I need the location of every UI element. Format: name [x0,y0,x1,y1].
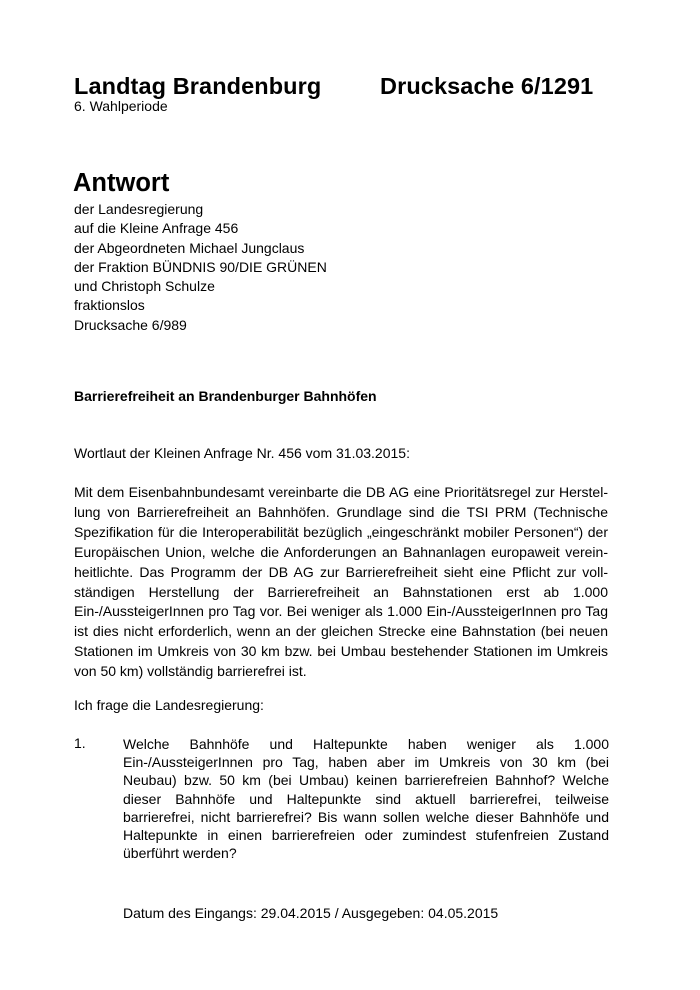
meta-line: der Landesregierung [74,201,204,217]
parliament-name: Landtag Brandenburg [74,73,322,99]
meta-line: und Christoph Schulze [74,278,215,295]
meta-line: der Fraktion BÜNDNIS 90/DIE GRÜNEN [74,258,327,275]
subject-heading: Barrierefreiheit an Brandenburger Bahnhöfen [74,388,377,404]
inquiry-intro: Wortlaut der Kleinen Anfrage Nr. 456 vom 31.03.2015: [74,445,410,461]
meta-line: Drucksache 6/989 [74,316,187,333]
meta-line: auf die Kleine Anfrage 456 [74,220,239,237]
question-lead: Ich frage die Landesregierung: [74,697,264,713]
inquiry-body-paragraph: Mit dem Eisenbahnbundesamt vereinbarte die DB AG eine Prioritätsregel zur Herstellung von Barrierefreiheit an Bahnhöfen. Grundlage sind die TSI PRM (Technische Spezifikation für die Interoperabilität bezüglich „eingeschränkt mobiler Personen“) der Europäischen Union, welche die Anforderungen an Bahnanlagen europaweit vereinheitlichte. Das Programm der DB AG zur Barrierefreiheit sieht eine Pflicht zur vollständigen Herstellung der Barrierefreiheit an Bahnstationen erst ab 1.000 Ein-/AussteigerInnen pro Tag vor. Bei weniger als 1.000 Ein-/AussteigerInnen pro Tag ist dies nicht erforderlich, wenn an der gleichen Strecke eine Bahnstation (bei neuen Stationen im Umkreis von 30 km bzw. bei Umbau bestehender Stationen im Umkreis von 50 km) vollständig barrierefrei ist. [74,484,608,680]
receipt-issue-dates: Datum des Eingangs: 29.04.2015 / Ausgegeben: 04.05.2015 [123,905,499,921]
legislative-period: 6. Wahlperiode [74,98,168,114]
document-number: Drucksache 6/1291 [380,73,594,99]
question-number: 1. [74,735,86,751]
document-meta [74,200,327,335]
question-text: Welche Bahnhöfe und Haltepunkte haben weniger als 1.000 Ein-/AussteigerInnen pro Tag, haben aber im Umkreis von 30 km (bei Neubau) bzw. 50 km (bei Umbau) keinen barrierefreien Bahnhof? Welche dieser Bahnhöfe und Haltepunkte sind aktuell barrierefrei, teilweise barrierefrei, nicht barrierefrei? Bis wann sollen welche dieser Bahnhöfe und Haltepunkte in einen barrierefreien oder zumindest stufenfreien Zustand überführt werden? [123,736,609,862]
meta-line: fraktionslos [74,297,145,314]
meta-line: der Abgeordneten Michael Jungclaus [74,239,305,256]
document-title: Antwort [73,169,170,197]
